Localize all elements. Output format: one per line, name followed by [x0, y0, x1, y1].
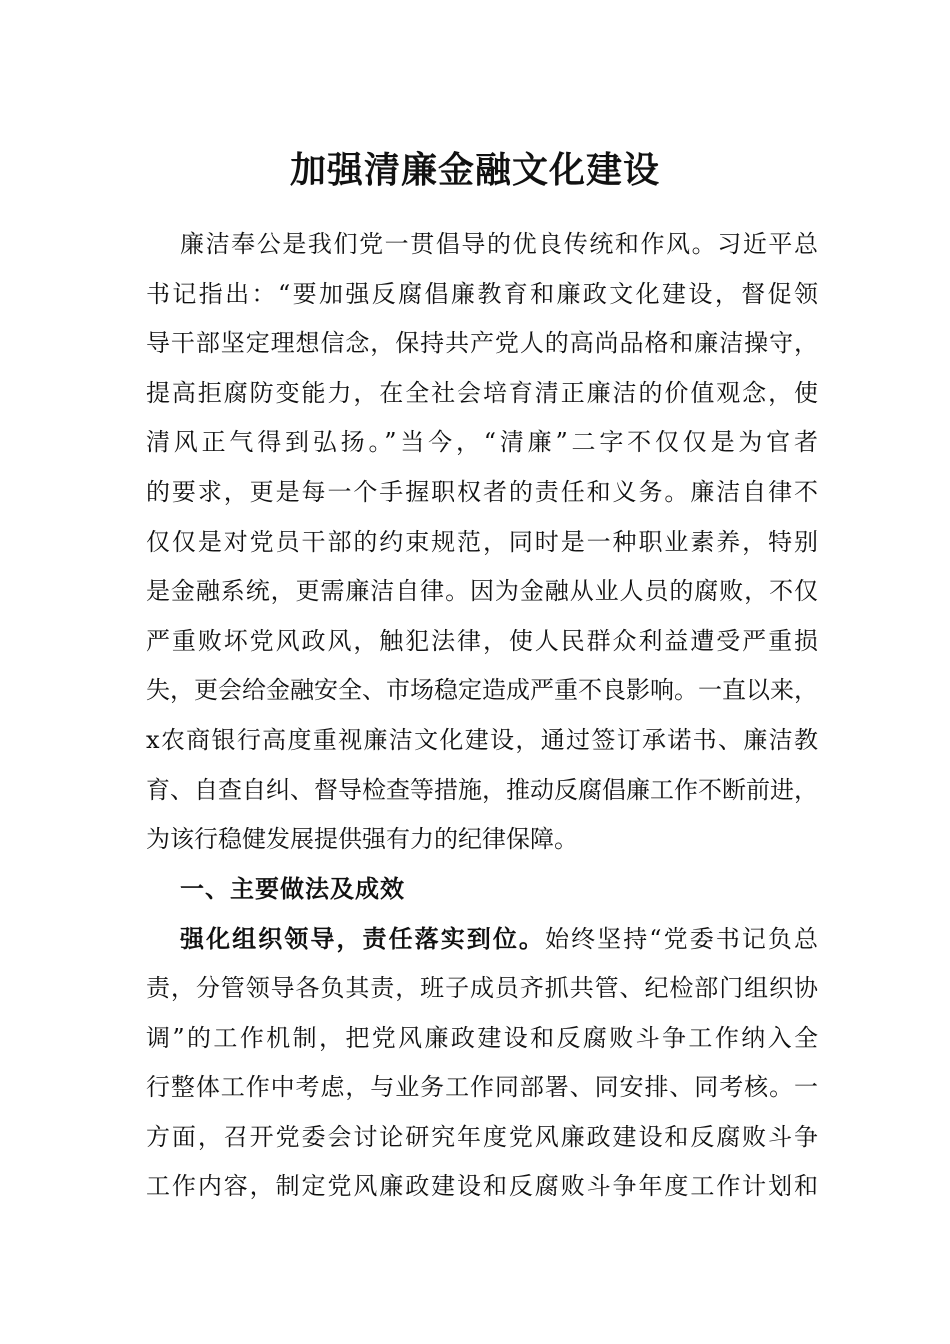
paragraph-line: 责，分管领导各负其责，班子成员齐抓共管、纪检部门组织协: [146, 973, 818, 1002]
paragraph-line: x农商银行高度重视廉洁文化建设，通过签订承诺书、廉洁教: [146, 725, 818, 754]
paragraph-line: 的要求，更是每一个手握职权者的责任和义务。廉洁自律不: [146, 477, 818, 506]
paragraph-line: 廉洁奉公是我们党一贯倡导的优良传统和作风。习近平总: [180, 230, 818, 258]
section-paragraph: [146, 914, 818, 1212]
paragraph-text: 始终坚持“党委书记负总: [545, 925, 819, 954]
paragraph-line: 为该行稳健发展提供强有力的纪律保障。: [146, 825, 578, 854]
bold-lead-text: 强化组织领导，责任落实到位。: [180, 924, 546, 954]
document-body: [146, 220, 818, 1212]
paragraph-line: 提高拒腐防变能力，在全社会培育清正廉洁的价值观念，使: [146, 378, 818, 407]
intro-paragraph: [146, 220, 818, 865]
paragraph-line: 导干部坚定理想信念，保持共产党人的高尚品格和廉洁操守，: [146, 329, 818, 358]
paragraph-line: [146, 914, 818, 964]
section-heading: 一、主要做法及成效: [180, 874, 405, 903]
paragraph-line: 仅仅是对党员干部的约束规范，同时是一种职业素养，特别: [146, 527, 818, 556]
paragraph-line: 调”的工作机制，把党风廉政建设和反腐败斗争工作纳入全: [146, 1023, 818, 1052]
paragraph-line: 严重败坏党风政风，触犯法律，使人民群众利益遭受严重损: [146, 626, 818, 655]
paragraph-line: 失，更会给金融安全、市场稳定造成严重不良影响。一直以来，: [146, 676, 818, 705]
paragraph-line: 是金融系统，更需廉洁自律。因为金融从业人员的腐败，不仅: [146, 577, 818, 606]
paragraph-line: 行整体工作中考虑，与业务工作同部署、同安排、同考核。一: [146, 1073, 818, 1102]
document-title: 加强清廉金融文化建设: [289, 149, 660, 191]
paragraph-line: 书记指出：“要加强反腐倡廉教育和廉政文化建设，督促领: [146, 279, 818, 308]
paragraph-line: 清风正气得到弘扬。”当今，“清廉”二字不仅仅是为官者: [146, 428, 818, 457]
paragraph-line: 育、自查自纠、督导检查等措施，推动反腐倡廉工作不断前进，: [146, 775, 818, 804]
paragraph-line: 工作内容，制定党风廉政建设和反腐败斗争年度工作计划和: [146, 1172, 818, 1201]
paragraph-line: 方面，召开党委会讨论研究年度党风廉政建设和反腐败斗争: [146, 1122, 818, 1151]
